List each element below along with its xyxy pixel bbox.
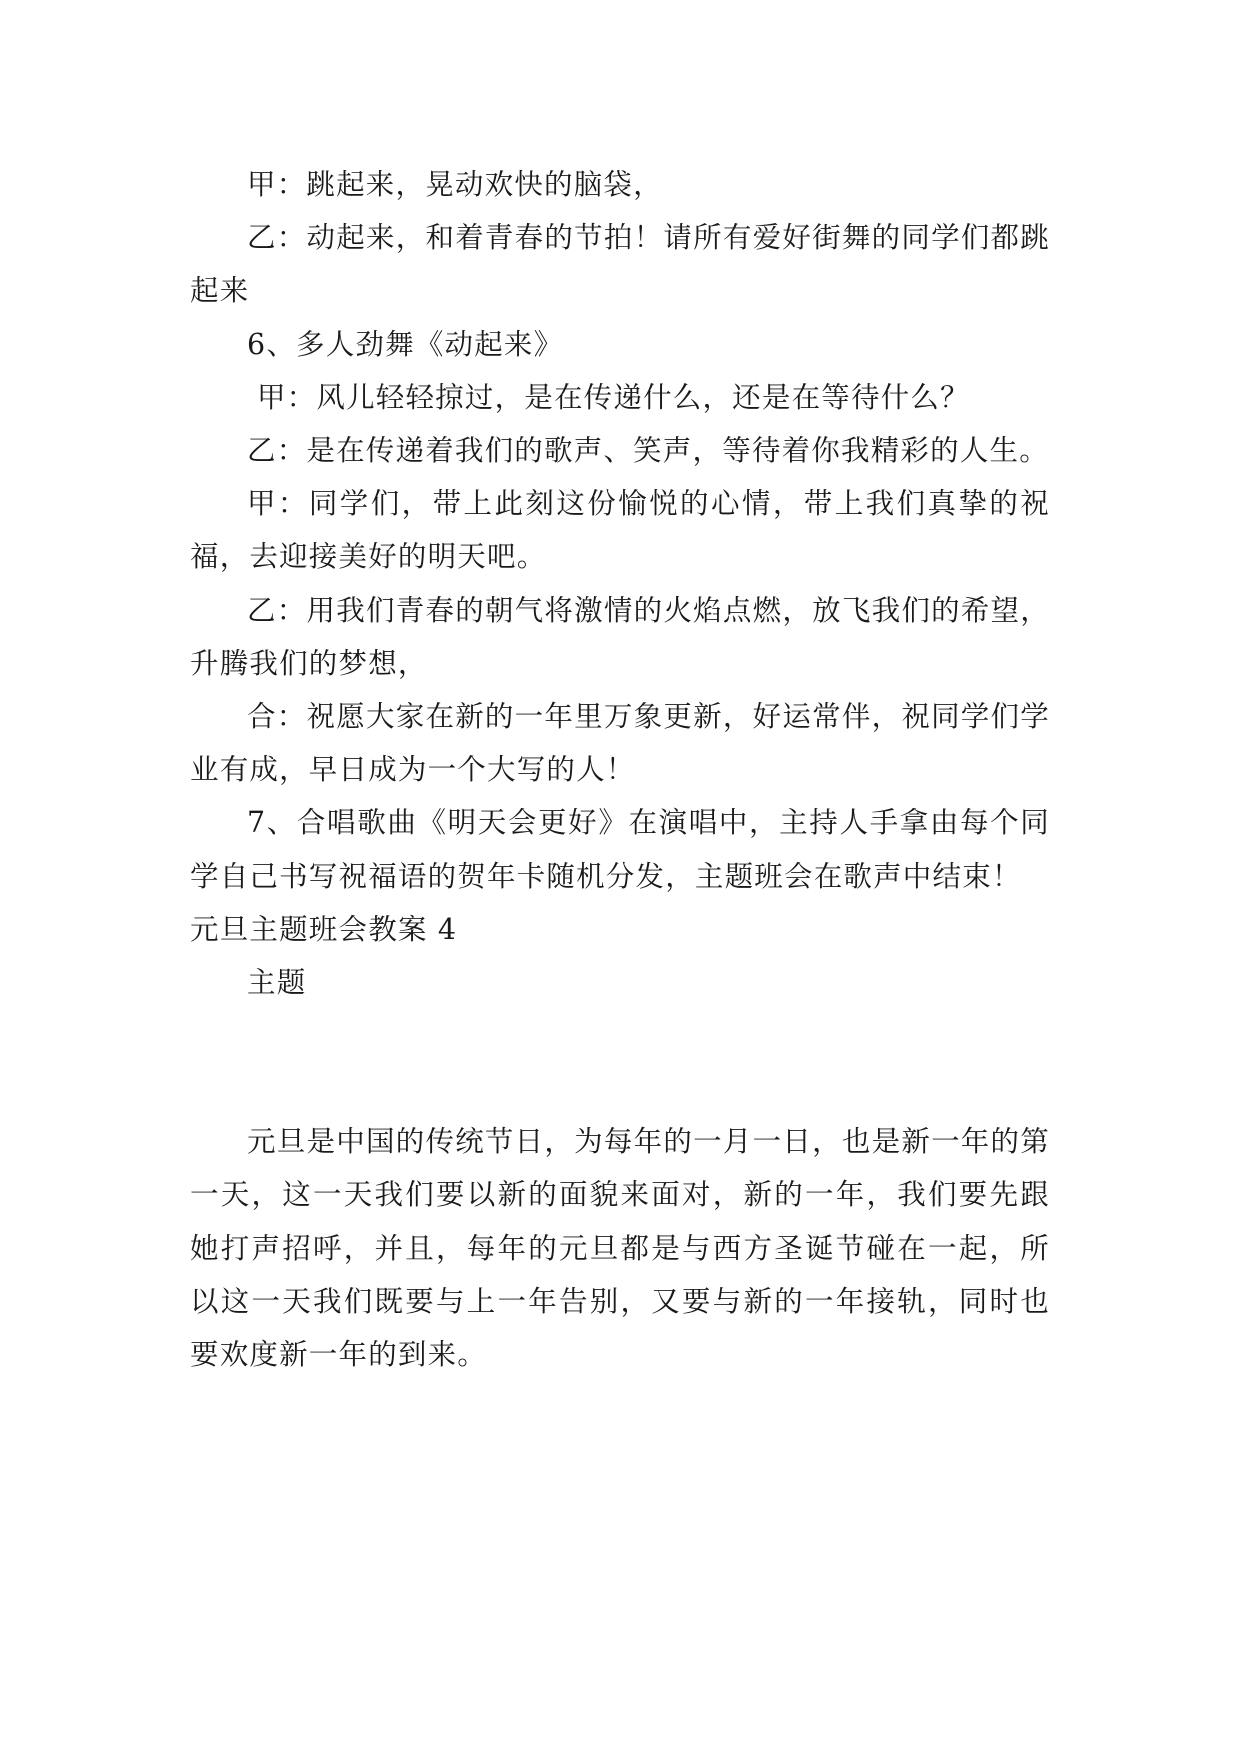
paragraph: 合：祝愿大家在新的一年里万象更新，好运常伴，祝同学们学业有成，早日成为一个大写的人！	[190, 700, 1050, 787]
paragraph: 甲：跳起来，晃动欢快的脑袋，	[247, 168, 663, 201]
subheading: 主题	[247, 966, 307, 1000]
paragraph: 元旦是中国的传统节日，为每年的一月一日，也是新一年的第一天，这一天我们要以新的面貌来面对，新的一年，我们要先跟她打声招呼，并且，每年的元旦都是与西方圣诞节碰在一起，所以这一天我们既要与上一年告别，又要与新的一年接轨，同时也要欢度新一年的到来。	[190, 1125, 1050, 1372]
paragraph: 甲：风儿轻轻掠过，是在传递什么，还是在等待什么？	[256, 380, 970, 414]
paragraph: 6、多人劲舞《动起来》	[247, 327, 564, 361]
paragraph: 乙：动起来，和着青春的节拍！请所有爱好街舞的同学们都跳起来	[190, 221, 1050, 308]
paragraph: 乙：用我们青春的朝气将激情的火焰点燃，放飞我们的希望，升腾我们的梦想，	[190, 593, 1050, 680]
paragraph: 7、合唱歌曲《明天会更好》在演唱中，主持人手拿由每个同学自己书写祝福语的贺年卡随机分发，主题班会在歌声中结束！	[190, 806, 1050, 893]
paragraph: 乙：是在传递着我们的歌声、笑声，等待着你我精彩的人生。	[247, 434, 1049, 468]
paragraph: 甲：同学们，带上此刻这份愉悦的心情，带上我们真挚的祝福，去迎接美好的明天吧。	[190, 487, 1050, 574]
section-heading: 元旦主题班会教案 4	[190, 912, 458, 946]
document-page	[190, 158, 1050, 1381]
spacer	[190, 1009, 1050, 1115]
